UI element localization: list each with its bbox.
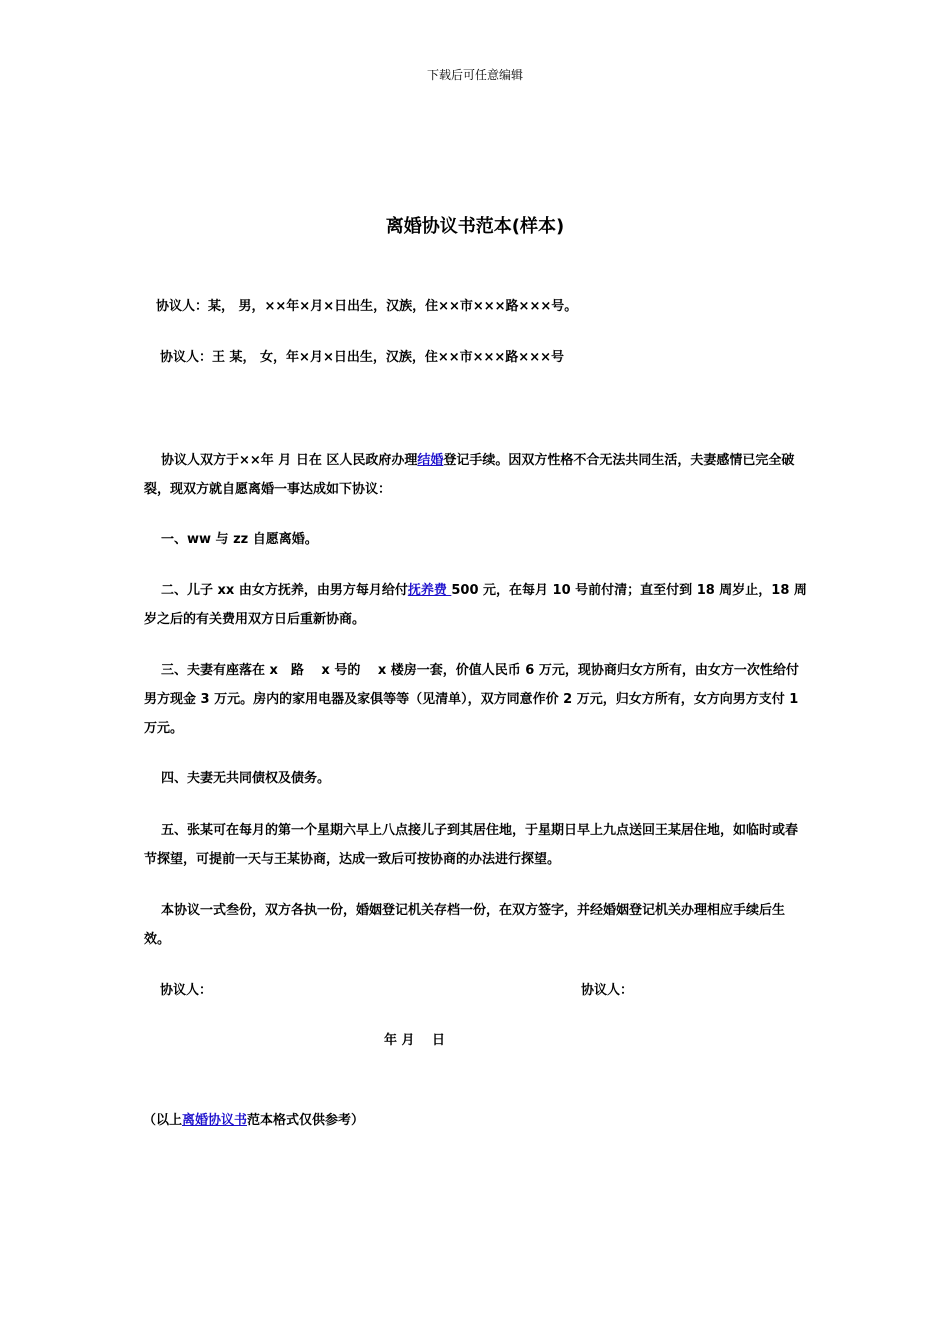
clause-one: 一、ww 与 zz 自愿离婚。 <box>161 532 318 547</box>
clause-four: 四、夫妻无共同债权及债务。 <box>161 771 331 786</box>
clause-two <box>144 576 808 634</box>
date-line: 年 月 日 <box>384 1033 446 1048</box>
intro-text-after: 登记手续。因双方性格不合无法共同生活，夫妻感情已完全破裂，现双方就自愿离婚一事达成如下协议： <box>144 453 795 497</box>
intro-paragraph <box>144 446 808 504</box>
clause-two-text-before: 二、儿子 xx 由女方抚养，由男方每月给付 <box>161 583 408 598</box>
intro-text-before: 协议人双方于××年 月 日在 区人民政府办理 <box>161 453 418 468</box>
clause-two-text-after: 500 元，在每月 10 号前付清；直至付到 18 周岁止，18 周岁之后的有关费用双方日后重新协商。 <box>144 583 807 627</box>
header-note: 下载后可任意编辑 <box>426 68 523 82</box>
footer-text-before: （以上 <box>143 1113 183 1128</box>
clause-three: 三、夫妻有座落在 x 路 x 号的 x 楼房一套，价值人民币 6 万元，现协商归女方所有，由女方一次性给付男方现金 3 万元。房内的家用电器及家俱等等（见清单），双方同意作价 2 万元，归女方所有，女方向男方支付 1 万元。 <box>144 663 799 736</box>
marriage-link[interactable]: 结婚 <box>417 453 444 468</box>
closing-paragraph: 本协议一式叁份，双方各执一份，婚姻登记机关存档一份，在双方签字，并经婚姻登记机关办理相应手续后生效。 <box>144 903 786 947</box>
footer-note <box>143 1111 364 1131</box>
clause-five: 五、张某可在每月的第一个星期六早上八点接儿子到其居住地，于星期日早上九点送回王某居住地，如临时或春节探望，可提前一天与王某协商，达成一致后可按协商的办法进行探望。 <box>144 823 799 867</box>
divorce-agreement-link[interactable]: 离婚协议书 <box>182 1113 248 1128</box>
child-support-link[interactable]: 抚养费 <box>407 583 452 598</box>
signature-right-label: 协议人： <box>581 983 634 998</box>
party-one-info: 协议人：某， 男，××年×月×日出生，汉族，住××市×××路×××号。 <box>156 299 578 314</box>
footer-text-after: 范本格式仅供参考） <box>247 1113 365 1128</box>
party-two-info: 协议人：王 某， 女，年×月×日出生，汉族，住××市×××路×××号 <box>160 350 564 365</box>
signature-left-label: 协议人： <box>160 983 213 998</box>
document-title: 离婚协议书范本(样本) <box>385 216 565 237</box>
